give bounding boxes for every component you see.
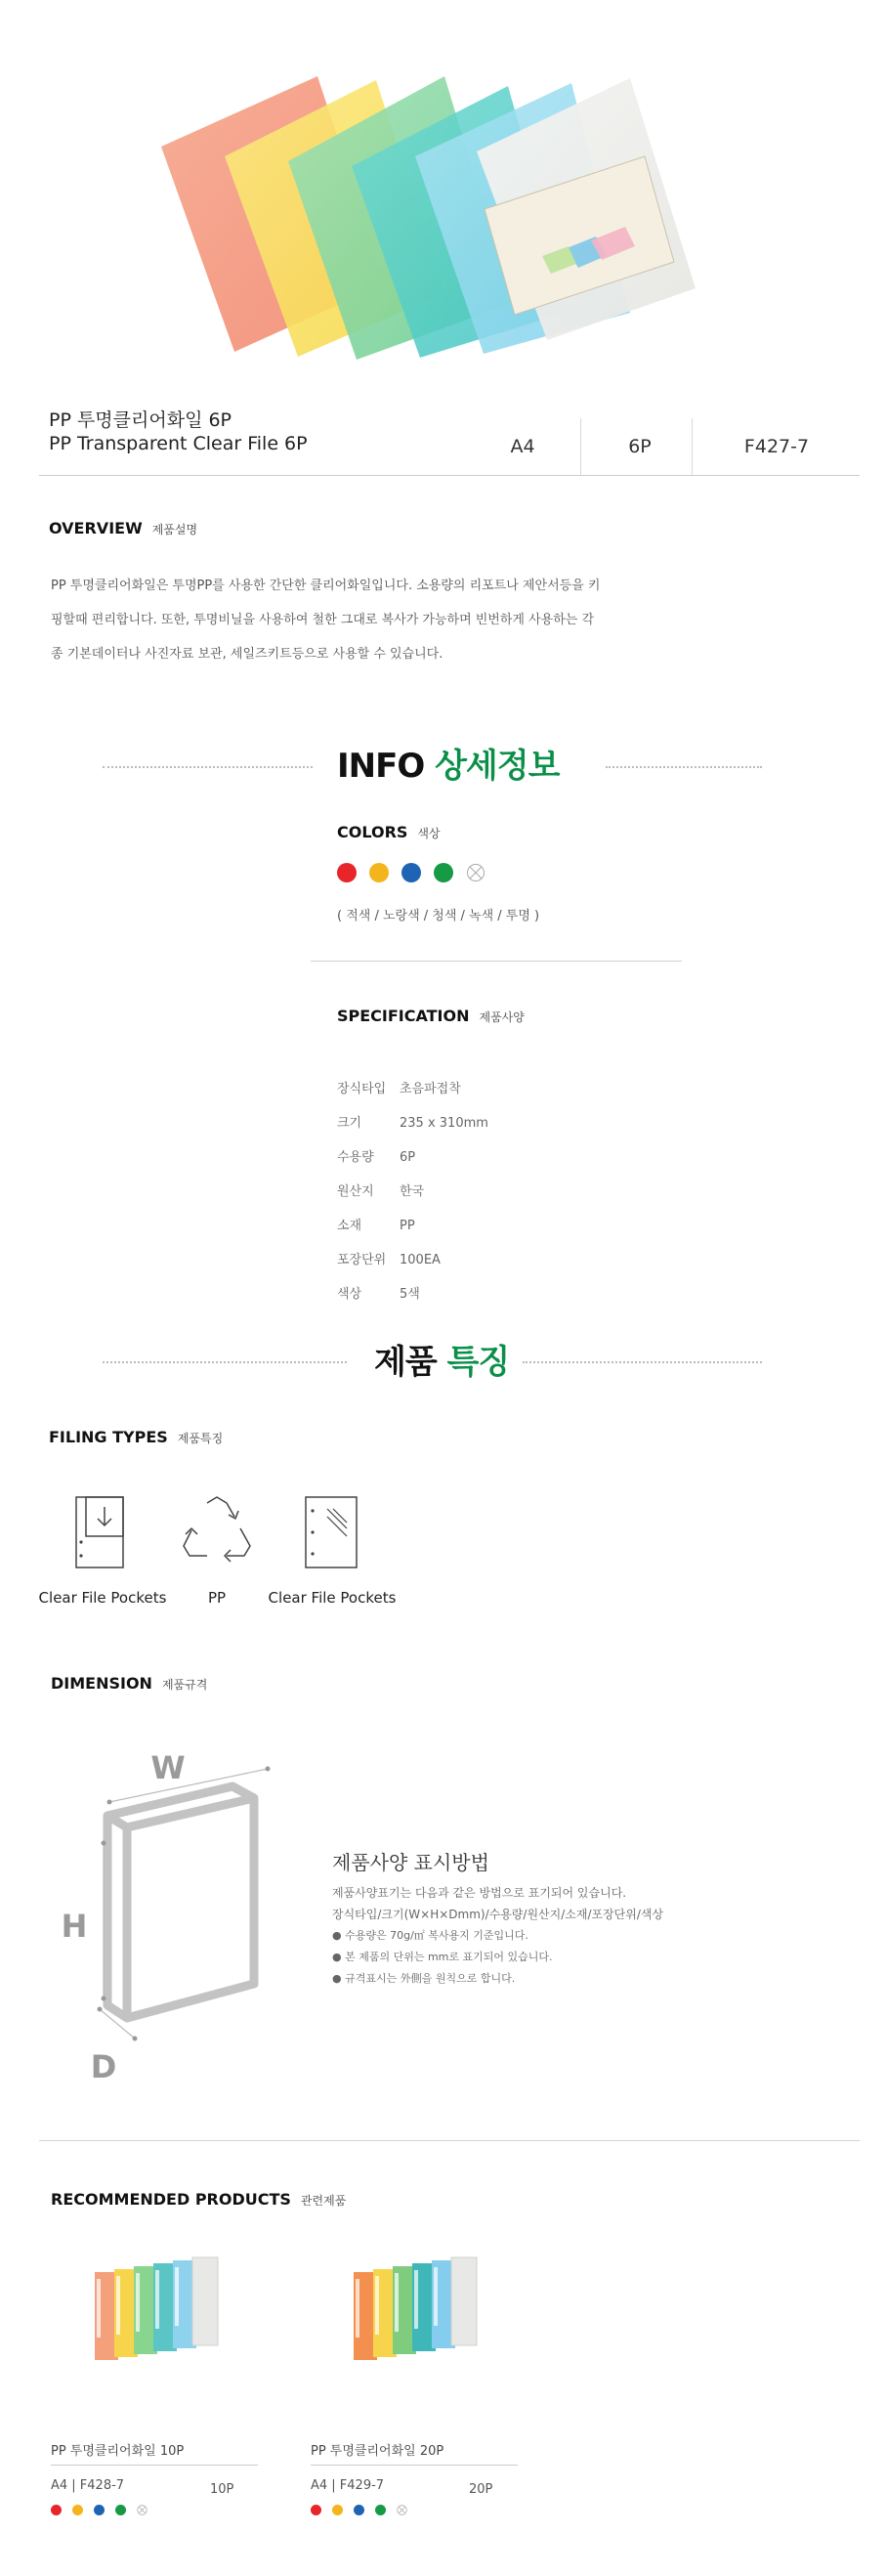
- product-name-block: [49, 408, 401, 455]
- swatch-blue: [354, 2505, 364, 2515]
- swatch-green: [375, 2505, 386, 2515]
- dimension-line: 장식타입/크기(W×H×Dmm)/수용량/원산지/소재/포장단위/색상: [332, 1908, 664, 1921]
- recommended-item-2-pockets: 20P: [469, 2482, 493, 2497]
- dimension-method-text: [332, 1882, 723, 1990]
- feature-label: Clear File Pockets: [268, 1589, 397, 1607]
- dimension-heading: [51, 1674, 207, 1693]
- swatch-yellow: [332, 2505, 343, 2515]
- divider: [311, 961, 682, 962]
- recycle-icon: [180, 1495, 254, 1567]
- spec-heading: [337, 1007, 525, 1025]
- swatch-red: [337, 863, 357, 882]
- hero-product-image: [0, 0, 886, 391]
- recommended-item-1-image[interactable]: [83, 2248, 239, 2375]
- product-size: A4: [510, 436, 535, 457]
- overview-line: 종 기본데이터나 사진자료 보관, 세일즈키트등으로 사용할 수 있습니다.: [51, 647, 443, 662]
- overview-text: [51, 569, 637, 671]
- dimension-title: DIMENSION: [51, 1674, 152, 1693]
- features-title: [374, 1335, 509, 1383]
- swatch-red: [311, 2505, 321, 2515]
- dimension-note: ● 규격표시는 外側을 원칙으로 합니다.: [332, 1972, 516, 1985]
- spec-row: 수용량 6P: [337, 1150, 416, 1165]
- filing-subtitle: 제품특징: [177, 1432, 224, 1445]
- recommended-item-2-code: A4 | F429-7: [311, 2478, 385, 2493]
- feature-label: Clear File Pockets: [38, 1589, 167, 1607]
- features-title-b: 특징: [446, 1343, 510, 1382]
- recommended-binders-10p: [83, 2248, 239, 2375]
- feature-label: PP: [207, 1589, 227, 1607]
- color-names: ( 적색 / 노랑색 / 청색 / 녹색 / 투명 ): [337, 909, 540, 923]
- dimension-note: ● 수용량은 70g/㎡ 복사용지 기준입니다.: [332, 1929, 528, 1942]
- spec-table: [337, 1078, 630, 1312]
- recommended-item-2-name[interactable]: PP 투명클리어화일 20P: [311, 2444, 444, 2459]
- info-title: [337, 739, 559, 787]
- swatch-clear: [397, 2505, 407, 2515]
- recommended-item-2-image[interactable]: [342, 2248, 498, 2375]
- product-name-en: PP Transparent Clear File 6P: [49, 433, 308, 454]
- colors-title: COLORS: [337, 823, 408, 841]
- product-name-ko: PP 투명클리어화일 6P: [49, 409, 232, 431]
- overview-heading: [49, 519, 197, 537]
- binder-dimension-diagram: [49, 1749, 303, 2082]
- swatch-yellow: [369, 863, 389, 882]
- divider: [39, 2140, 860, 2141]
- divider: [311, 2465, 518, 2466]
- dim-h-label: H: [61, 1908, 88, 1945]
- recommended-subtitle: 관련제품: [300, 2194, 347, 2208]
- overview-line: PP 투명클리어화일은 투명PP를 사용한 간단한 클리어화일입니다. 소용량의 리포트나 제안서등을 키: [51, 579, 601, 593]
- recommended-item-1-code: A4 | F428-7: [51, 2478, 125, 2493]
- file-pocket-icon: [72, 1495, 127, 1569]
- dotted-rule: [606, 766, 762, 768]
- spec-subtitle: 제품사양: [479, 1010, 525, 1024]
- dim-d-label: D: [90, 2048, 117, 2082]
- spec-row: 원산지 한국: [337, 1184, 425, 1199]
- recommended-heading: [51, 2190, 346, 2209]
- clear-sheet-icon: [302, 1495, 360, 1569]
- swatch-blue: [401, 863, 421, 882]
- dimension-line: 제품사양표기는 다음과 같은 방법으로 표기되어 있습니다.: [332, 1886, 627, 1900]
- spec-row: 색상 5색: [337, 1287, 420, 1302]
- overview-subtitle: 제품설명: [151, 523, 198, 537]
- product-pockets: 6P: [628, 436, 652, 457]
- spec-row: 크기 235 x 310mm: [337, 1116, 488, 1131]
- overview-line: 핑할때 편리합니다. 또한, 투명비닐을 사용하여 철한 그대로 복사가 가능하며 빈번하게 사용하는 각: [51, 613, 595, 627]
- swatch-clear: [137, 2505, 148, 2515]
- swatch-clear: [466, 863, 485, 882]
- swatch-green: [434, 863, 453, 882]
- recommended-item-1-name[interactable]: PP 투명클리어화일 10P: [51, 2444, 185, 2459]
- product-code: F427-7: [743, 436, 810, 457]
- colors-subtitle: 색상: [417, 827, 441, 840]
- swatch-red: [51, 2505, 62, 2515]
- swatch-yellow: [72, 2505, 83, 2515]
- recommended-title: RECOMMENDED PRODUCTS: [51, 2190, 291, 2209]
- dotted-rule: [103, 1361, 347, 1363]
- dimension-subtitle: 제품규격: [161, 1678, 208, 1692]
- overview-title: OVERVIEW: [49, 519, 143, 537]
- colors-heading: [337, 823, 441, 841]
- dim-w-label: W: [150, 1749, 186, 1786]
- divider: [580, 418, 581, 475]
- filing-title: FILING TYPES: [49, 1428, 168, 1446]
- recommended-item-1-pockets: 10P: [210, 2482, 234, 2497]
- spec-title: SPECIFICATION: [337, 1007, 470, 1025]
- info-title-ko: 상세정보: [435, 747, 560, 786]
- divider: [692, 418, 693, 475]
- features-title-a: 제품: [374, 1343, 437, 1382]
- divider: [39, 475, 860, 476]
- spec-row: 장식타입 초음파접착: [337, 1082, 461, 1096]
- dotted-rule: [103, 766, 313, 768]
- swatch-blue: [94, 2505, 105, 2515]
- spec-row: 소재 PP: [337, 1219, 415, 1233]
- product-spec-cells: [449, 418, 860, 475]
- dimension-method-heading: 제품사양 표시방법: [332, 1851, 489, 1874]
- filing-heading: [49, 1428, 223, 1446]
- divider: [51, 2465, 258, 2466]
- dimension-note: ● 본 제품의 단위는 mm로 표기되어 있습니다.: [332, 1951, 553, 1963]
- info-title-en: INFO: [337, 747, 425, 786]
- swatch-green: [115, 2505, 126, 2515]
- recommended-binders-20p: [342, 2248, 498, 2375]
- dotted-rule: [523, 1361, 762, 1363]
- spec-row: 포장단위 100EA: [337, 1253, 441, 1267]
